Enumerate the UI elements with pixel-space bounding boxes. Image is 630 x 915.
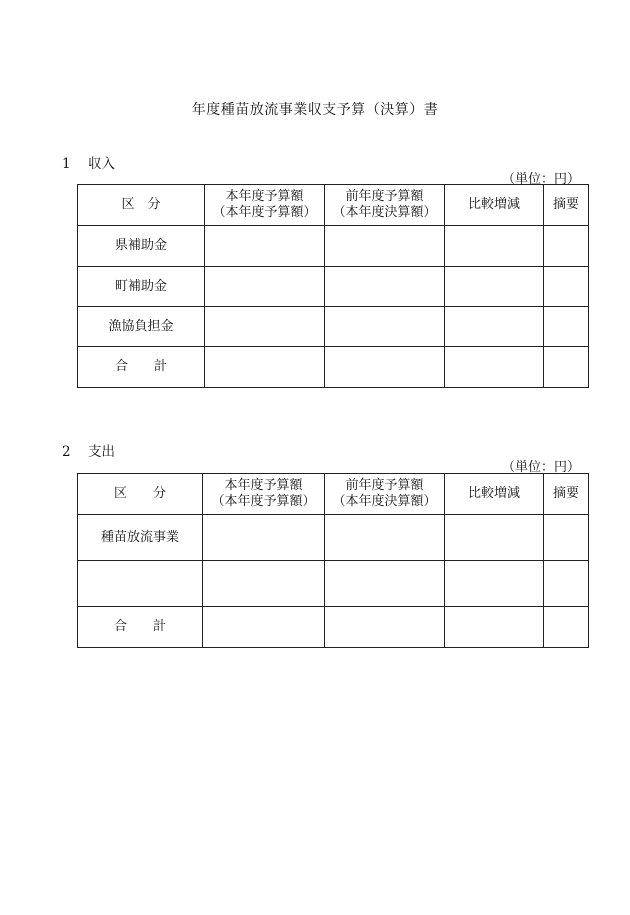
expense-total-label: 合 計 xyxy=(78,607,203,648)
expense-cell-current xyxy=(203,561,325,607)
expense-cell-remarks xyxy=(544,515,589,561)
expense-header-diff: 比較増減 xyxy=(445,474,544,515)
income-header-current-line2: （本年度予算額） xyxy=(212,205,317,220)
expense-row-category: 種苗放流事業 xyxy=(78,515,203,561)
expense-header-previous-line1: 前年度予算額 xyxy=(345,478,424,493)
income-header-previous-line1: 前年度予算額 xyxy=(345,189,424,204)
expense-total-current xyxy=(203,607,325,648)
income-cell-previous xyxy=(325,226,445,267)
expense-cell-diff xyxy=(445,515,544,561)
income-row-category: 県補助金 xyxy=(78,226,205,267)
table-row xyxy=(78,307,589,347)
expense-heading xyxy=(62,440,115,460)
expense-header-current-line1: 本年度予算額 xyxy=(224,478,303,493)
income-cell-remarks xyxy=(544,226,589,267)
expense-row-category xyxy=(78,561,203,607)
income-header-category: 区 分 xyxy=(78,185,205,226)
income-header-remarks: 摘要 xyxy=(544,185,589,226)
income-total-label: 合 計 xyxy=(78,347,205,388)
expense-total-remarks xyxy=(544,607,589,648)
income-cell-previous xyxy=(325,307,445,347)
expense-cell-current xyxy=(203,515,325,561)
income-cell-previous xyxy=(325,267,445,307)
income-header-row xyxy=(78,185,589,226)
income-section-number: 1 xyxy=(62,156,71,172)
expense-cell-previous xyxy=(325,515,445,561)
income-cell-remarks xyxy=(544,267,589,307)
income-row-category: 町補助金 xyxy=(78,267,205,307)
income-cell-diff xyxy=(445,307,544,347)
table-row xyxy=(78,561,589,607)
income-total-remarks xyxy=(544,347,589,388)
expense-cell-remarks xyxy=(544,561,589,607)
expense-total-previous xyxy=(325,607,445,648)
expense-cell-previous xyxy=(325,561,445,607)
expense-unit-label: （単位：円） xyxy=(501,460,580,475)
table-row xyxy=(78,226,589,267)
expense-header-remarks: 摘要 xyxy=(544,474,589,515)
income-table xyxy=(77,184,589,388)
income-header-current-line1: 本年度予算額 xyxy=(225,189,304,204)
income-header-current-budget xyxy=(205,185,325,226)
income-total-diff xyxy=(445,347,544,388)
document-title: 年度種苗放流事業収支予算（決算）書 xyxy=(191,102,439,118)
expense-header-category: 区 分 xyxy=(78,474,203,515)
expense-total-diff xyxy=(445,607,544,648)
expense-section-number: 2 xyxy=(62,444,71,460)
income-total-previous xyxy=(325,347,445,388)
expense-section-label: 支出 xyxy=(88,444,115,460)
expense-header-previous-line2: （本年度決算額） xyxy=(332,494,437,509)
income-cell-remarks xyxy=(544,307,589,347)
income-header-previous-line2: （本年度決算額） xyxy=(332,205,437,220)
income-total-row xyxy=(78,347,589,388)
income-cell-diff xyxy=(445,226,544,267)
table-row xyxy=(78,515,589,561)
income-unit-label: （単位：円） xyxy=(501,172,580,187)
income-row-category: 漁協負担金 xyxy=(78,307,205,347)
expense-table xyxy=(77,473,589,648)
expense-header-current-line2: （本年度予算額） xyxy=(211,494,316,509)
table-row xyxy=(78,267,589,307)
income-heading xyxy=(62,152,115,172)
income-cell-diff xyxy=(445,267,544,307)
expense-header-current-budget xyxy=(203,474,325,515)
income-header-previous-budget xyxy=(325,185,445,226)
expense-header-previous-budget xyxy=(325,474,445,515)
income-cell-current xyxy=(205,267,325,307)
income-section-label: 収入 xyxy=(88,156,115,172)
income-cell-current xyxy=(205,307,325,347)
income-total-current xyxy=(205,347,325,388)
expense-total-row xyxy=(78,607,589,648)
expense-cell-diff xyxy=(445,561,544,607)
income-header-diff: 比較増減 xyxy=(445,185,544,226)
expense-header-row xyxy=(78,474,589,515)
income-cell-current xyxy=(205,226,325,267)
